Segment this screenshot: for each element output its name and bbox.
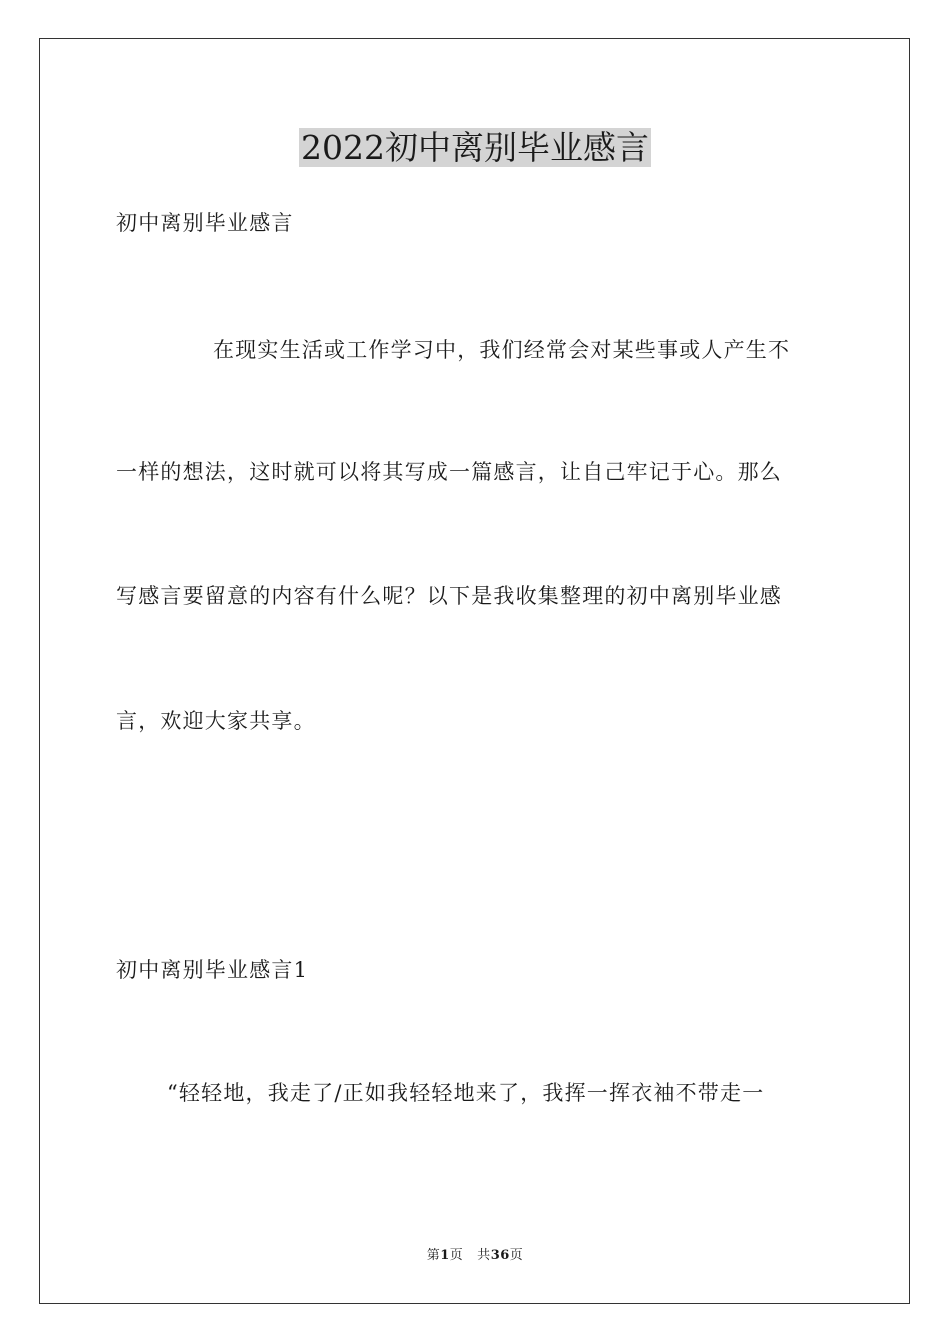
section-line: “轻轻地，我走了/正如我轻轻地来了，我挥一挥衣袖不带走一	[167, 1081, 765, 1105]
intro-line: 写感言要留意的内容有什么呢？以下是我收集整理的初中离别毕业感	[116, 584, 782, 608]
page-suffix: 页	[449, 1248, 464, 1263]
document-title-text: 2022初中离别毕业感言	[301, 128, 649, 167]
intro-line: 言，欢迎大家共享。	[116, 709, 316, 733]
page-footer	[0, 1247, 950, 1265]
intro-line: 一样的想法，这时就可以将其写成一篇感言，让自己牢记于心。那么	[116, 460, 782, 484]
page-prefix: 第	[426, 1248, 441, 1263]
intro-line: 在现实生活或工作学习中，我们经常会对某些事或人产生不	[213, 338, 791, 362]
subtitle: 初中离别毕业感言	[116, 211, 294, 235]
total-prefix: 共	[477, 1248, 491, 1263]
section-heading: 初中离别毕业感言1	[116, 958, 309, 982]
page-number: 1	[440, 1248, 450, 1263]
document-title	[0, 126, 950, 170]
total-suffix: 页	[509, 1248, 524, 1263]
total-pages: 36	[490, 1248, 510, 1263]
